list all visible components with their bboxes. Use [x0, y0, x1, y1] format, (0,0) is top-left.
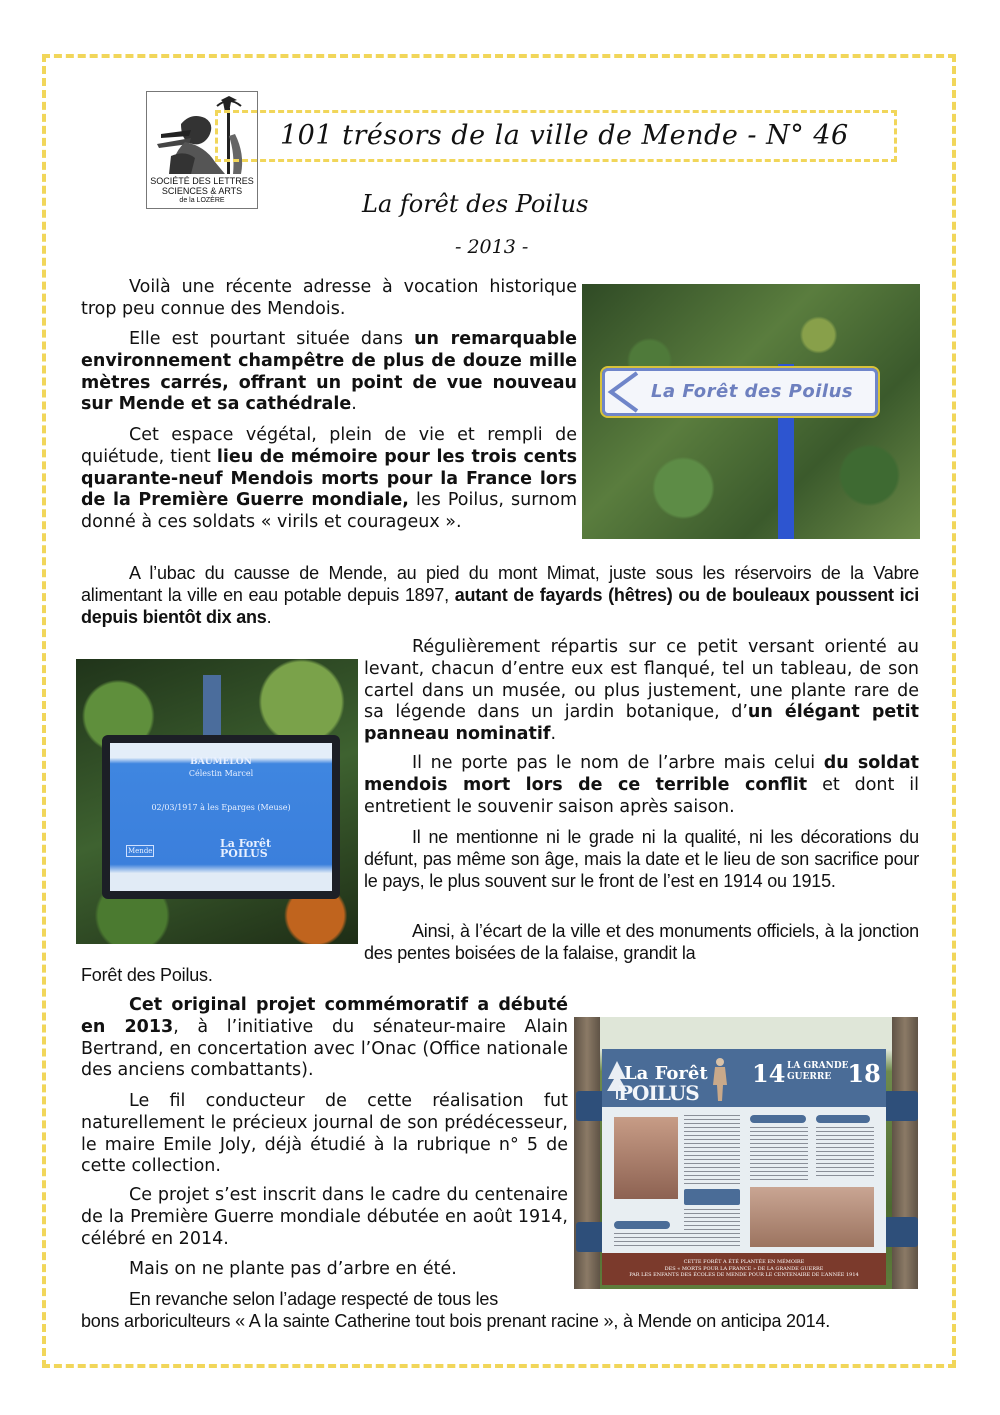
paragraph-text: A l’ubac du causse de Mende, au pied du mont Mimat, juste sous les réservoirs de la Vabre alimentant la ville en eau potable depuis 1897,	[81, 563, 919, 605]
photo-direction-sign	[582, 284, 920, 539]
board-text-block	[684, 1115, 740, 1185]
sign-board	[602, 368, 878, 416]
plaque-logo-line-1: La Forêt	[220, 837, 272, 850]
plaque-mende-logo: Mende	[128, 847, 153, 855]
article-title: La forêt des Poilus	[362, 190, 589, 218]
paragraph-text: Forêt des Poilus.	[81, 965, 213, 985]
board-historic-photo	[614, 1117, 678, 1199]
paragraph-adage	[81, 1289, 568, 1311]
wooden-post-right	[892, 1017, 918, 1289]
photo-name-plaque	[76, 659, 358, 944]
board-text-block	[750, 1127, 808, 1181]
board-text-block	[684, 1209, 740, 1233]
paragraph-project	[81, 995, 568, 1082]
paragraph-text: Ainsi, à l’écart de la ville et des monuments officiels, à la jonction des pentes boisées de la falaise, grandit la	[364, 921, 919, 963]
plaque-surname: BAUMELON	[190, 757, 252, 767]
plaque-face	[110, 743, 332, 891]
series-title: 101 trésors de la ville de Mende - N° 46	[280, 120, 849, 151]
photo-info-board	[574, 1017, 918, 1289]
paragraph-centenary	[81, 1185, 568, 1250]
board-panorama-photo	[750, 1187, 874, 1247]
logo-line-2: SCIENCES & ARTS	[161, 186, 243, 196]
paragraph-text: les Poilus, surnom donné à ces soldats « virils et courageux ».	[81, 490, 578, 533]
info-board	[602, 1049, 886, 1285]
paragraph-ubac	[81, 563, 919, 628]
logo-line-1: SOCIÉTÉ DES LETTRES	[150, 176, 254, 186]
soldier-icon	[712, 1057, 728, 1101]
board-section-pill	[614, 1221, 670, 1229]
paragraph-memorial	[81, 425, 577, 534]
paragraph-text: Cet espace végétal, plein de vie et rempli de quiétude, tient	[81, 425, 577, 467]
plaque-firstname: Célestin Marcel	[188, 769, 254, 778]
plaque-foret-logo	[220, 839, 271, 859]
board-title-small: La Forêt	[624, 1063, 708, 1084]
paragraph-text: bons arboriculteurs « A la sainte Catherine tout bois prenant racine », à Mende on anticipa 2014.	[81, 1311, 831, 1331]
board-header	[602, 1049, 886, 1107]
left-arrow-icon	[607, 371, 639, 413]
board-year-left: 14	[752, 1059, 786, 1088]
logo-caption	[147, 176, 257, 206]
board-quote-box	[684, 1189, 740, 1205]
board-text-block	[614, 1233, 740, 1249]
paragraph-bold-text: un remarquable environnement champêtre de plus de douze mille mètres carrés, offrant un point de vue nouveau sur Mende et sa cathédrale	[81, 329, 577, 415]
board-section-pill	[750, 1115, 806, 1123]
paragraph-distribution	[364, 637, 919, 746]
paragraph-journal	[81, 1091, 568, 1178]
paragraph-ainsi-end	[81, 965, 481, 987]
clamp	[884, 1091, 918, 1121]
board-subtitle	[787, 1061, 848, 1083]
paragraph-text: .	[550, 724, 557, 745]
paragraph-bold-text: Cet original projet commémoratif a débuté en 2013	[81, 995, 568, 1037]
article-year: - 2013 -	[455, 236, 529, 258]
paragraph-intro	[81, 277, 577, 321]
plaque-stem	[203, 675, 221, 737]
board-footer-line-1: CETTE FORÊT A ÉTÉ PLANTÉE EN MÉMOIRE	[683, 1259, 805, 1265]
paragraph-text: Voilà une récente adresse à vocation historique trop peu connue des Mendois.	[81, 277, 577, 319]
board-footer-text	[622, 1259, 866, 1279]
sign-text: La Forêt des Poilus	[651, 381, 854, 402]
board-year-right: 18	[847, 1059, 881, 1088]
board-text-block	[816, 1127, 874, 1177]
paragraph-text: Régulièrement répartis sur ce petit versant orienté au levant, chacun d’entre eux est flanqué, tel un tableau, de son cartel dans un musée, ou plus justement, une plante rare de sa légende dans un jardin botanique, d’	[364, 637, 919, 723]
paragraph-text: Elle est pourtant située dans	[129, 329, 415, 349]
paragraph-text: et dont il entretient le souvenir saison après saison.	[364, 774, 920, 817]
board-footer-line-2: DES « MORTS POUR LA FRANCE » DE LA GRANDE GUERRE	[664, 1265, 824, 1272]
paragraph-text: En revanche selon l’adage respecté de tous les	[129, 1289, 499, 1309]
paragraph-mentions	[364, 827, 919, 892]
paragraph-location	[81, 329, 577, 416]
paragraph-bold-text: autant de fayards (hêtres) ou de bouleaux poussent ici depuis bientôt dix ans	[81, 584, 919, 627]
paragraph-adage-end	[81, 1311, 919, 1333]
paragraph-text: Mais on ne plante pas d’arbre en été.	[129, 1259, 457, 1279]
clamp	[884, 1217, 918, 1247]
paragraph-bold-text: un élégant petit panneau nominatif	[364, 702, 919, 745]
paragraph-text: Il ne porte pas le nom de l’arbre mais celui	[412, 753, 824, 773]
paragraph-text: .	[266, 606, 272, 627]
board-subtitle-line-2: GUERRE	[787, 1072, 832, 1082]
logo-line-3: de la LOZÈRE	[179, 197, 225, 204]
paragraph-text: .	[351, 394, 357, 415]
paragraph-text: Le fil conducteur de cette réalisation fut naturellement le précieux journal de son prédécesseur, le maire Emile Joly, déjà étudié à la rubrique n° 5 de cette collection.	[81, 1091, 568, 1177]
paragraph-ainsi	[364, 921, 919, 965]
plaque-logo-line-2: POILUS	[220, 847, 268, 860]
board-section-pill	[816, 1115, 870, 1123]
paragraph-summer	[81, 1259, 568, 1281]
paragraph-soldier-name	[364, 753, 919, 818]
board-title-big: POILUS	[618, 1081, 699, 1105]
plaque-date-place: 02/03/1917 à les Eparges (Meuse)	[151, 803, 291, 812]
board-footer-line-3: PAR LES ENFANTS DES ÉCOLES DE MENDE POUR LE CENTENAIRE DE L’ANNÉE 1914	[629, 1272, 859, 1278]
paragraph-bold-text: du soldat mendois mort lors de ce terrible conflit	[364, 753, 919, 795]
board-subtitle-line-1: LA GRANDE	[787, 1061, 849, 1071]
paragraph-text: Il ne mentionne ni le grade ni la qualité, ni les décorations du défunt, pas même son âge, mais la date et le lieu de son sacrifice pour le pays, le plus souvent sur le front de l’est en 1914 ou 1915.	[364, 827, 919, 891]
paragraph-text: , à l’initiative du sénateur-maire Alain Bertrand, en concertation avec l’Onac (Office nationale des anciens combattants).	[81, 1016, 568, 1081]
paragraph-bold-text: lieu de mémoire pour les trois cents quarante-neuf Mendois morts pour la France lors de la Première Guerre mondiale,	[81, 446, 577, 511]
board-footer	[602, 1253, 886, 1285]
paragraph-text: Ce projet s’est inscrit dans le cadre du centenaire de la Première Guerre mondiale débutée en août 1914, célébré en 2014.	[81, 1185, 568, 1249]
